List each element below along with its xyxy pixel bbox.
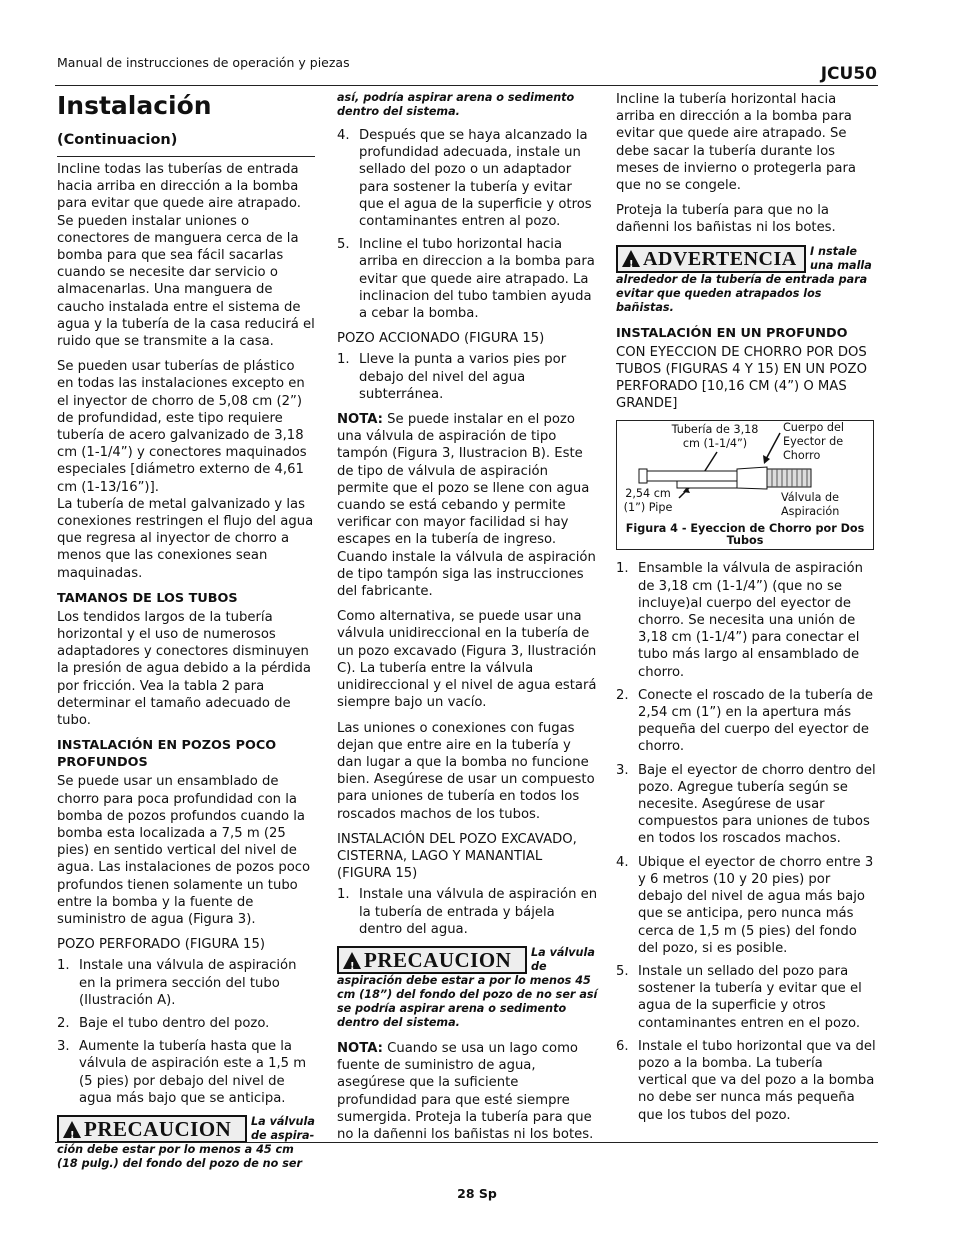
caution-banner-text: PRECAUCION (84, 1116, 232, 1141)
figure-label-cuerpo: Cuerpo del Eyector de Chorro (783, 421, 844, 463)
subheading: INSTALACIÓN EN POZOS POCO PROFUNDOS (57, 738, 277, 771)
column-3 (616, 91, 876, 1132)
arrowhead (763, 455, 770, 464)
caution-banner-text: PRECAUCION (364, 947, 512, 972)
caution-banner (337, 946, 527, 974)
list-item (616, 1038, 876, 1124)
list-text: Incline el tubo horizontal hacia arriba en direccion a la bomba para evitar que quede aire atrapado. La inclinacion del tubo tambien ayuda a cebar la bomba. (359, 237, 595, 322)
page-number: 28 Sp (457, 1186, 497, 1201)
list-text: Instale el tubo horizontal que va del pozo a la bomba. La tubería vertical que va del pozo a la bomba no debe ser nunca más pequeña que los tubos del pozo. (638, 1038, 876, 1123)
list-item (337, 351, 599, 403)
list-item (616, 963, 876, 1032)
list-item (57, 1038, 315, 1107)
warning-triangle-icon (343, 952, 361, 969)
list-number: 1. (337, 352, 350, 368)
list-text: Instale una válvula de aspiración en la tubería de entrada y bájela dentro del agua. (359, 887, 598, 937)
steps-list (616, 560, 876, 1123)
warning-banner-text: ADVERTENCIA (643, 247, 797, 270)
list-item (337, 127, 599, 230)
note-text: Cuando se usa un lago como fuente de suministro de agua, asegúrese que la suficiente profundidad para que esté siempre sumergida. Proteja la tubería para que no la dañenni los bañistas ni los botes. (337, 1040, 594, 1142)
list-item (616, 762, 876, 848)
caution-text: La válvula de aspira-ción debe estar por lo menos a 45 cm (18 pulg.) del fondo del pozo de no ser (57, 1114, 315, 1170)
figure-label-tuberia: Tubería de 3,18 cm (1-1/4”) (671, 423, 759, 451)
section-title-main: Instalación (57, 91, 212, 120)
warning-note (616, 245, 876, 315)
leader-line (765, 433, 780, 461)
ejector-body (737, 467, 767, 489)
warning-banner (616, 245, 806, 273)
pipe-1 (677, 481, 737, 488)
list-text: Ubique el eyector de chorro entre 3 y 6 metros (10 y 20 pies) por debajo del nivel de agua más bajo que se anticipa, pero nunca más cerca de 1,5 m (5 pies) del fondo del pozo, si es posible. (638, 854, 874, 956)
foot-valve (767, 469, 811, 487)
list-number: 2. (57, 1015, 70, 1031)
list-number: 5. (616, 963, 629, 979)
steps-list (337, 886, 599, 938)
list-item (616, 687, 876, 756)
figure-label-pipe: 2,54 cm (1”) Pipe (623, 487, 673, 515)
list-number: 3. (57, 1039, 70, 1055)
list-number: 4. (616, 854, 629, 870)
figure-4 (616, 420, 874, 550)
list-text: Ensamble la válvula de aspiración de 3,18 cm (1-1/4”) (que no se incluye)al cuerpo del eyector de chorro. Se necesita una unión de 3,18 cm (1-1/4”) para conectar el tubo más largo al ensamblado de chorro. (638, 561, 863, 680)
section-title-sub: (Continuacion) (57, 132, 178, 148)
warning-triangle-icon (622, 250, 640, 267)
note-paragraph (337, 1040, 599, 1143)
steps-list (57, 957, 315, 1107)
pipe-end-cap (639, 469, 647, 483)
section-title (57, 91, 315, 157)
list-item (337, 886, 599, 938)
caution-continued: así, podría aspirar arena o sedimento dentro del sistema. (337, 91, 575, 118)
caution-text: La válvula de aspiración debe estar a por lo menos 45 cm (18”) del fondo del pozo de no ser así se podría aspirar arena o sedimento dentro del sistema. (337, 945, 598, 1029)
list-item (616, 854, 876, 957)
note-label: NOTA: (337, 412, 383, 428)
header-model: JCU50 (820, 64, 877, 84)
paragraph: Las uniones o conexiones con fugas dejan que entre aire en la tubería y dan lugar a que la bomba no funcione bien. Asegúrese de usar un compuesto para uniones de tubería en todos los roscados machos de los tubos. (337, 720, 595, 822)
list-number: 4. (337, 128, 350, 143)
warning-triangle-icon (63, 1121, 81, 1138)
list-text: Conecte el roscado de la tubería de 2,54 cm (1”) en la apertura más pequeña del cuerpo del eyector de chorro. (638, 687, 873, 755)
figure-caption: Figura 4 - Eyeccion de Chorro por Dos Tubos (625, 522, 865, 548)
list-text: Lleve la punta a varios pies por debajo del nivel del agua subterránea. (359, 352, 567, 402)
paragraph: La tubería de metal galvanizado y las conexiones restringen el flujo del agua que regresa al inyector de chorro a menos que las conexiones sean maquinadas. (57, 496, 314, 581)
list-item (337, 236, 599, 322)
subheading: POZO ACCIONADO (FIGURA 15) (337, 331, 545, 347)
steps-list (337, 127, 599, 322)
warning-text: I nstale una malla alrededor de la tubería de entrada para evitar que queden atrapados los bañistas. (616, 244, 872, 314)
list-text: Baje el eyector de chorro dentro del pozo. Agregue tubería según se necesite. Asegúrese de usar compuestos para uniones de tubos en todos los roscados machos. (638, 762, 876, 847)
list-text: Instale un sellado del pozo para sostener la tubería y evitar que el agua de la superficie y otros contaminantes entren en el pozo. (638, 963, 862, 1031)
list-number: 1. (337, 887, 350, 903)
subheading: POZO PERFORADO (FIGURA 15) (57, 937, 265, 953)
paragraph: Se puede usar un ensamblado de chorro para poca profundidad con la bomba de pozos profundos cuando la bomba esta localizada a 7,5 m (25 pies) en sentido vertical del nivel de agua. Las instalaciones de pozos poco profundos tienen solamente un tubo entre la bomba y la fuente de suministro de agua (Figura 3). (57, 774, 311, 927)
list-text: Baje el tubo dentro del pozo. (79, 1015, 270, 1031)
list-text: Después que se haya alcanzado la profundidad adecuada, instale un sellado del pozo o un adaptador para sostener la tubería y evitar que el agua de la superficie y otros contaminantes entren al pozo. (359, 128, 592, 230)
note-label: NOTA: (337, 1040, 383, 1056)
paragraph: Proteja la tubería para que no la dañenni los bañistas ni los botes. (616, 203, 836, 236)
header-manual-title: Manual de instrucciones de operación y piezas (57, 55, 350, 70)
list-item (57, 957, 315, 1009)
subheading: TAMANOS DE LOS TUBOS (57, 590, 238, 606)
list-number: 2. (616, 687, 629, 703)
note-paragraph (337, 411, 599, 600)
paragraph: CON EYECCION DE CHORRO POR DOS TUBOS (FIGURAS 4 Y 15) EN UN POZO PERFORADO [10,16 CM (4”) O MAS GRANDE] (616, 344, 867, 412)
list-number: 1. (57, 958, 70, 974)
list-number: 3. (616, 762, 629, 778)
list-item (57, 1015, 315, 1032)
header-rule (55, 85, 878, 86)
figure-label-valvula: Válvula de Aspiración (781, 491, 840, 519)
jet-ejector-illustration (617, 421, 873, 521)
paragraph: Incline todas las tuberías de entrada hacia arriba en dirección a la bomba para evitar que quede aire atrapado. Se pueden instalar uniones o conectores de manguera cerca de la bomba para que sea fácil sacarlas cuando se necesite dar servicio o almacenarlas. Una manguera de caucho instalada entre el sistema de agua y la tubería de la casa reducirá el ruido que se transmite a la casa. (57, 162, 315, 350)
steps-list (337, 351, 599, 403)
list-text: Aumente la tubería hasta que la válvula de aspiración este a 1,5 m (5 pies) por debajo del nivel de agua más bajo que se anticipa. (79, 1039, 307, 1106)
footer-rule (55, 1142, 878, 1143)
paragraph: Los tendidos largos de la tubería horizontal y el uso de numerosos adaptadores y conectores disminuyen la presión de agua debido a la pérdida por fricción. Vea la tabla 2 para determinar el tamaño adecuado de tubo. (57, 609, 311, 729)
column-2 (337, 91, 599, 1151)
column-1 (57, 91, 315, 1181)
note-text: Se puede instalar en el pozo una válvula de aspiración de tipo tampón (Figura 3, Ilustracion B). Este de tipo de válvula de aspiración permite que el pozo se llene con agua cuando se está cebando y permite verificar con mayor facilidad si hay escapes en la tubería de ingreso. Cuando instale la válvula de aspiración de tipo tampón siga las instrucciones del fabricante. (337, 412, 596, 600)
paragraph: Como alternativa, se puede usar una válvula unidireccional en la tubería de un pozo excavado (Figura 3, Ilustración C). La tubería entre la válvula unidireccional y el nivel de agua estará siempre bajo un vacío. (337, 609, 597, 711)
subheading: INSTALACIÓN EN UN PROFUNDO (616, 325, 848, 341)
paragraph: Se pueden usar tuberías de plástico en todas las instalaciones excepto en el inyector de chorro de 5,08 cm (2”) de profundidad, este tipo requiere tubería de acero galvanizado de 3,18 cm (1-1/4”) y conectores maquinados especiales [diámetro externo de 4,61 cm (1-13/16”)]. (57, 359, 307, 495)
paragraph: Incline la tubería horizontal hacia arriba en dirección a la bomba para evitar que quede aire atrapado. Se debe sacar la tubería durante los meses de invierno o protegerla para que no se congele. (616, 92, 857, 194)
list-number: 1. (616, 561, 629, 577)
subheading: INSTALACIÓN DEL POZO EXCAVADO, CISTERNA, LAGO Y MANANTIAL (FIGURA 15) (337, 831, 577, 882)
list-number: 5. (337, 237, 350, 253)
list-item (616, 560, 876, 680)
list-number: 6. (616, 1038, 629, 1054)
caution-banner (57, 1115, 247, 1143)
list-text: Instale una válvula de aspiración en la primera sección del tubo (Ilustración A). (79, 958, 297, 1008)
caution-note (337, 946, 599, 1030)
pipe-1-1-4 (645, 471, 737, 481)
